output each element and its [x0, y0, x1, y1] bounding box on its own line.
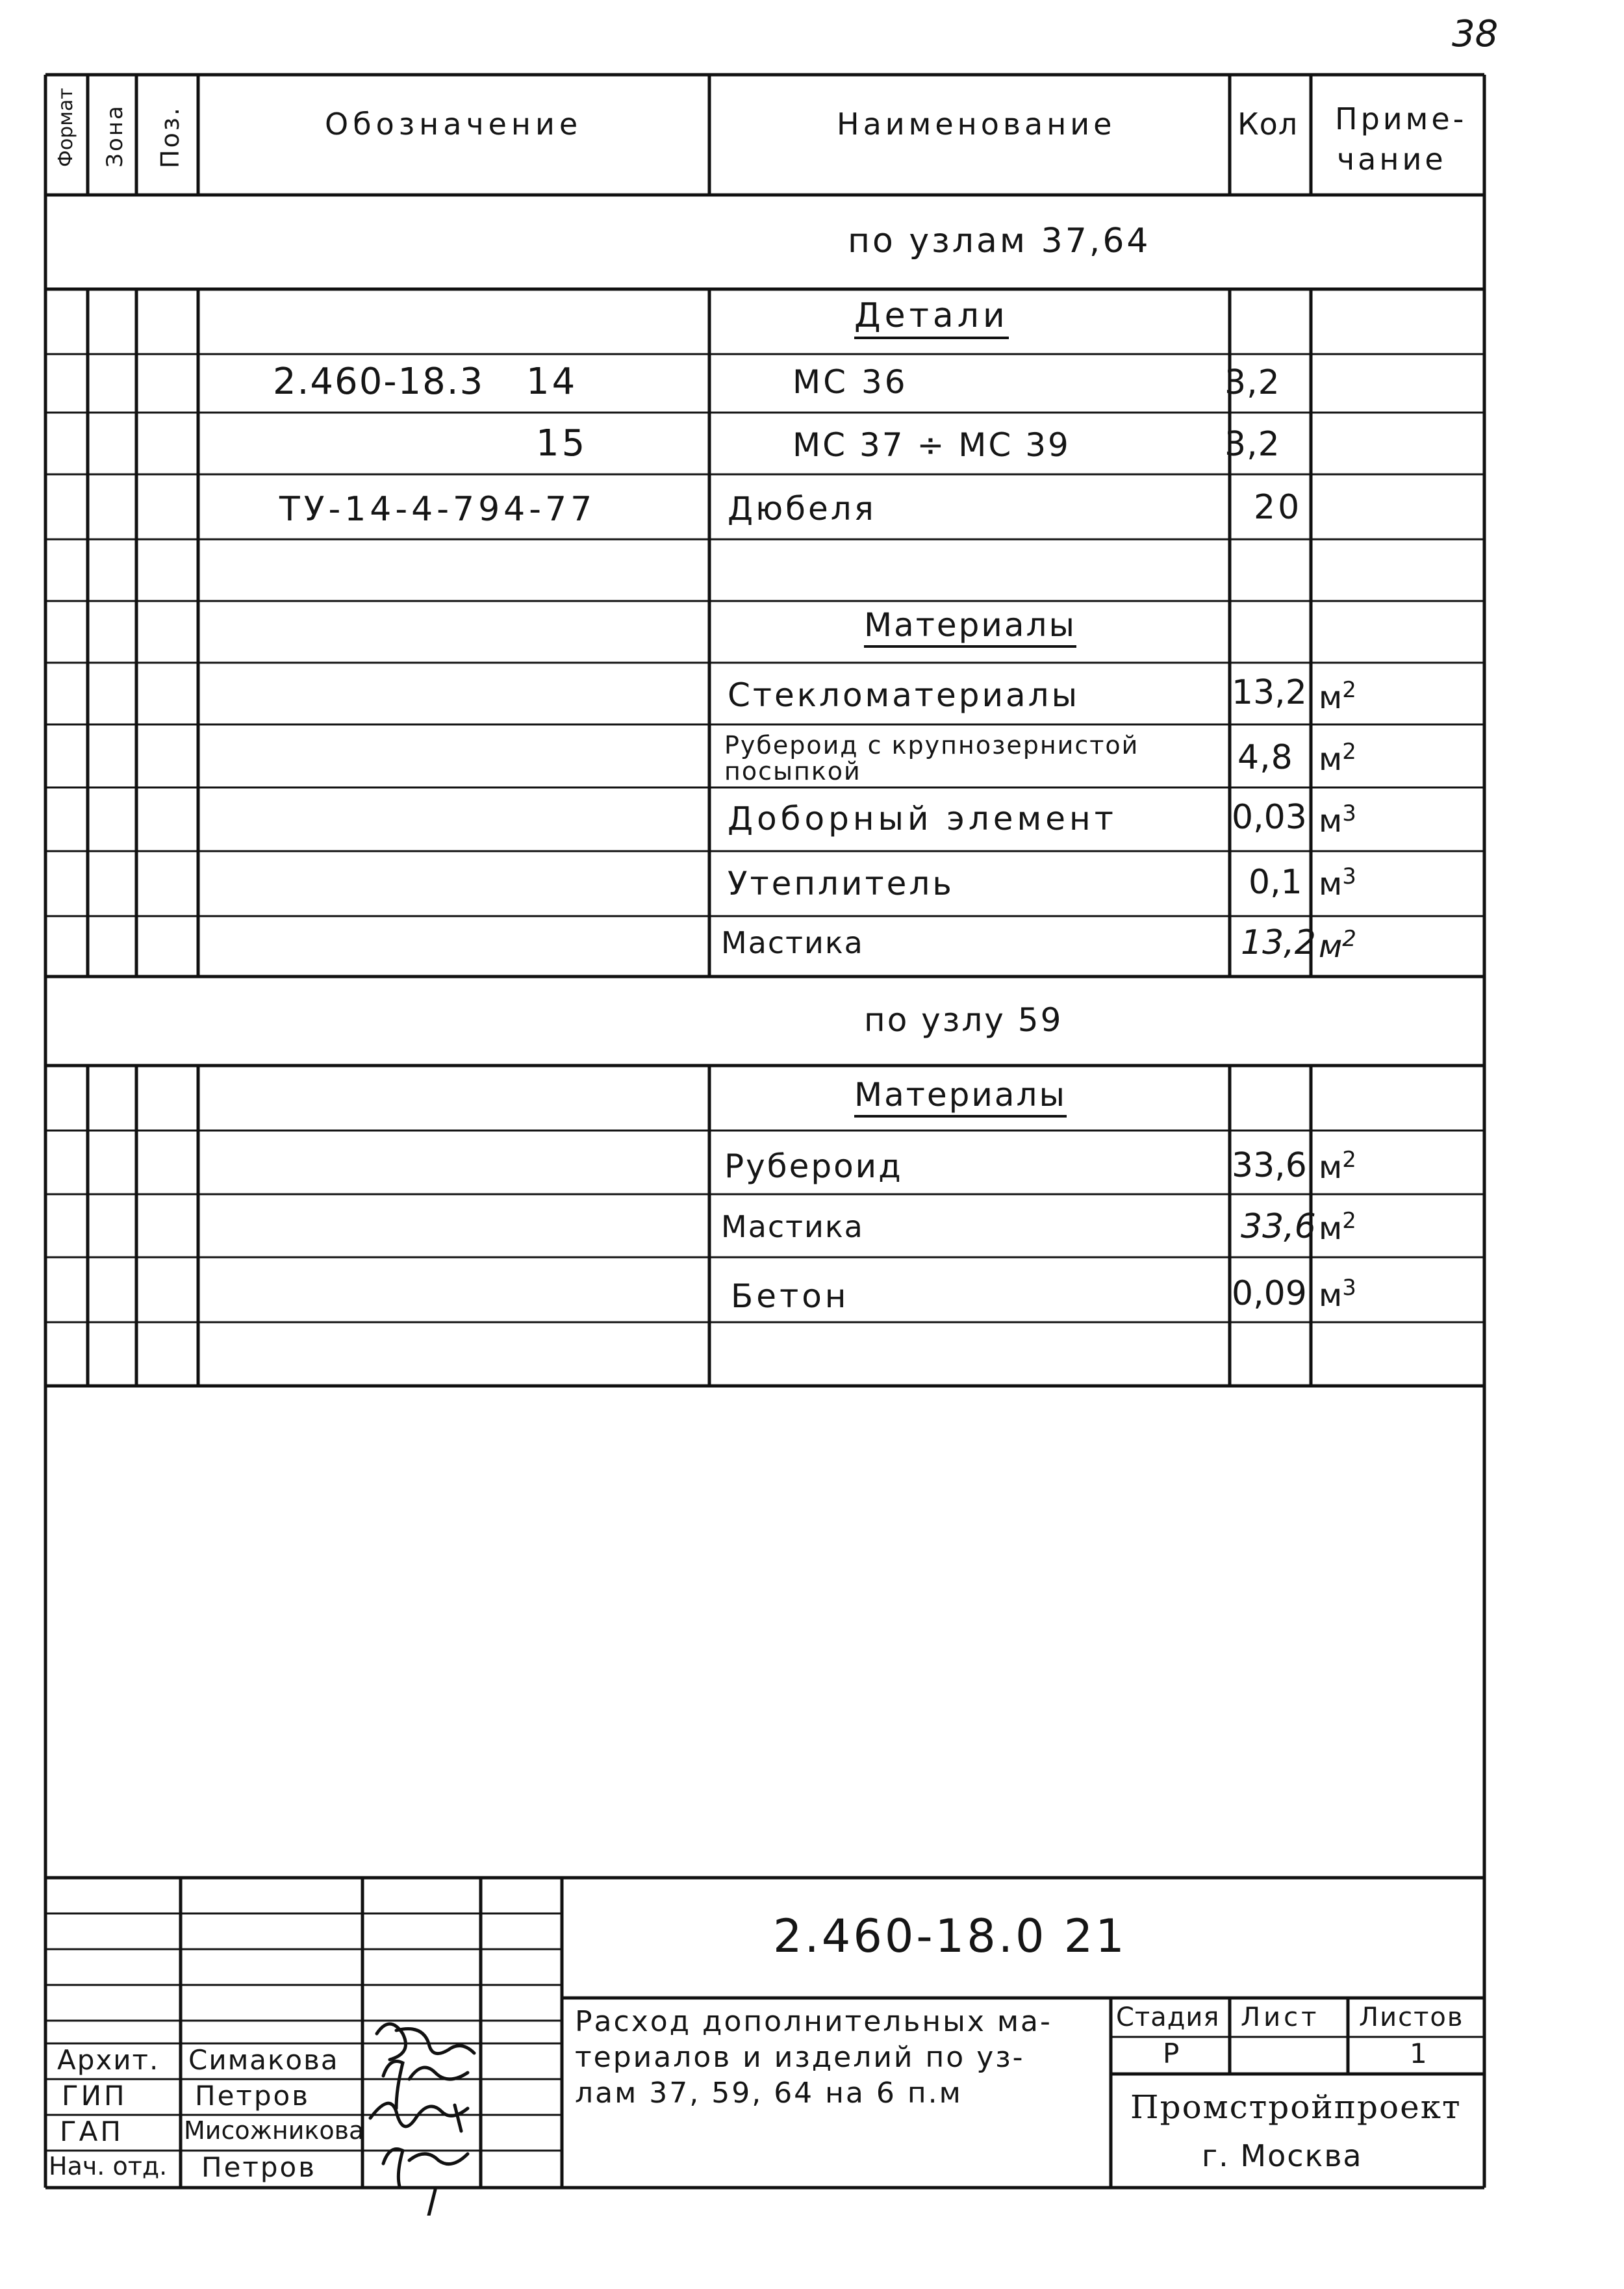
detail-qty: 3,2 — [1224, 363, 1280, 402]
header-note-line1: Приме- — [1335, 101, 1467, 136]
section2-materials-heading: Материалы — [854, 1079, 1067, 1118]
material-unit: м — [1319, 803, 1343, 839]
material-unit: м — [1319, 680, 1343, 716]
signer-name: Петров — [201, 2151, 316, 2183]
doc-title-line3: лам 37, 59, 64 на 6 п.м — [575, 2077, 963, 2110]
material-unit-exponent: 3 — [1342, 863, 1356, 889]
material-qty: 13,2 — [1241, 923, 1316, 962]
material-unit-exponent: 3 — [1342, 800, 1356, 826]
material-unit-exponent: 2 — [1342, 926, 1356, 952]
section1-title: по узлам 37,64 — [848, 222, 1151, 261]
sheets-value: 1 — [1410, 2038, 1430, 2069]
doc-title-line1: Расход дополнительных ма- — [575, 2005, 1052, 2038]
signature-stroke — [377, 2024, 474, 2060]
material-unit-exponent: 3 — [1342, 1275, 1356, 1301]
material-qty: 13,2 — [1232, 673, 1307, 712]
material-unit: м — [1319, 1277, 1343, 1314]
material-qty: 0,1 — [1249, 863, 1302, 902]
material-name: Стекломатериалы — [728, 676, 1080, 714]
detail-name: Дюбеля — [728, 490, 876, 528]
material-qty: 4,8 — [1237, 738, 1293, 777]
material-name: Мастика — [721, 1209, 864, 1244]
signer-name: Петров — [195, 2080, 310, 2112]
signature-stroke — [383, 2062, 468, 2109]
material-name: Бетон — [731, 1277, 850, 1315]
header-format: Формат — [55, 88, 77, 167]
header-note-line2: чание — [1337, 142, 1447, 177]
org-city: г. Москва — [1202, 2138, 1363, 2173]
material-unit: м — [1319, 866, 1343, 902]
header-pos: Поз. — [156, 105, 184, 169]
detail-designation: 2.460-18.3 — [273, 361, 485, 403]
header-name: Наименование — [837, 107, 1116, 142]
detail-name: МС 36 — [793, 363, 908, 401]
section1-details-heading: Детали — [854, 299, 1009, 339]
page-number: 38 — [1452, 13, 1499, 55]
signer-name: Симакова — [188, 2044, 339, 2076]
material-unit: м — [1319, 928, 1343, 965]
detail-pos: 15 — [536, 422, 588, 465]
section1-materials-heading: Материалы — [864, 609, 1076, 648]
signature-stroke — [370, 2103, 468, 2131]
header-designation: Обозначение — [325, 107, 583, 142]
signatures — [364, 2021, 494, 2216]
material-qty: 33,6 — [1232, 1146, 1307, 1185]
detail-designation: ТУ-14-4-794-77 — [279, 490, 596, 529]
header-zone: Зона — [102, 104, 128, 168]
header-qty: Кол — [1237, 107, 1299, 142]
detail-qty: 3,2 — [1224, 425, 1280, 464]
sheets-label: Листов — [1359, 2002, 1464, 2032]
sheet-label: Лист — [1241, 2002, 1320, 2032]
org-name: Промстройпроект — [1130, 2088, 1462, 2126]
material-unit-exponent: 2 — [1342, 677, 1356, 703]
material-unit-exponent: 2 — [1342, 1208, 1356, 1234]
stage-label: Стадия — [1116, 2002, 1220, 2032]
material-name-line2: посыпкой — [724, 757, 861, 786]
detail-pos: 14 — [526, 361, 578, 403]
detail-qty: 20 — [1254, 488, 1302, 527]
material-name: Доборный элемент — [728, 800, 1117, 838]
doc-number: 2.460-18.0 21 — [773, 1910, 1127, 1963]
signer-name: Мисожникова — [184, 2116, 364, 2145]
material-name: Рубероид — [724, 1147, 903, 1185]
section2-title: по узлу 59 — [864, 1001, 1063, 1039]
material-qty: 0,09 — [1232, 1274, 1307, 1313]
signer-role: Архит. — [57, 2044, 160, 2076]
material-qty: 33,6 — [1241, 1207, 1316, 1246]
material-unit-exponent: 2 — [1342, 739, 1356, 765]
material-name-line1: Рубероид с крупнозернистой — [724, 731, 1139, 760]
detail-name: МС 37 ÷ МС 39 — [793, 426, 1071, 464]
material-name: Мастика — [721, 925, 864, 960]
material-unit: м — [1319, 741, 1343, 778]
material-unit: м — [1319, 1149, 1343, 1186]
material-qty: 0,03 — [1232, 798, 1307, 837]
material-unit-exponent: 2 — [1342, 1147, 1356, 1173]
signer-role: Нач. отд. — [49, 2152, 168, 2180]
material-name: Утеплитель — [728, 865, 954, 902]
doc-title-line2: териалов и изделий по уз- — [575, 2041, 1025, 2074]
material-unit: м — [1319, 1210, 1343, 1247]
stage-value: Р — [1163, 2038, 1182, 2069]
signer-role: ГАП — [60, 2116, 123, 2147]
signer-role: ГИП — [62, 2080, 127, 2112]
signature-stroke — [383, 2149, 468, 2216]
